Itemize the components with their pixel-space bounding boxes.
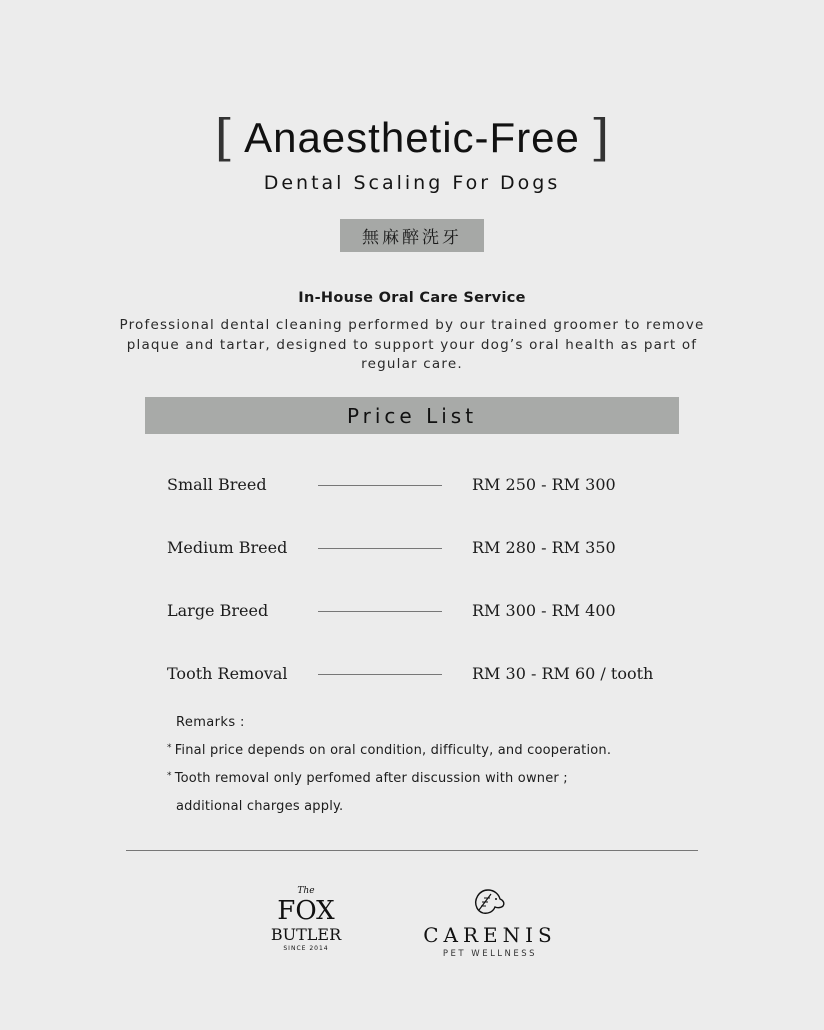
bracket-left: [ <box>214 109 235 167</box>
bullet-star: * <box>167 743 172 753</box>
price-row-tooth-removal <box>167 662 687 686</box>
fox-logo-line1: FOX <box>277 896 335 926</box>
remark-item <box>167 742 611 760</box>
price-item-name: Tooth Removal <box>167 664 288 683</box>
remark-text: additional charges apply. <box>176 799 344 814</box>
carenis-logo <box>418 886 562 960</box>
page-subtitle: Dental Scaling For Dogs <box>263 172 561 194</box>
price-row-large-breed <box>167 599 687 623</box>
leader-line <box>318 611 442 612</box>
remark-text: Final price depends on oral condition, difficulty, and cooperation. <box>174 743 612 758</box>
fox-logo-the: The <box>297 886 315 896</box>
price-item-name: Medium Breed <box>167 538 288 557</box>
main-title-row <box>0 108 824 168</box>
price-item-name: Small Breed <box>167 475 267 494</box>
carenis-tagline: PET WELLNESS <box>442 949 538 959</box>
remark-text: Tooth removal only perfomed after discussion with owner ; <box>174 771 568 786</box>
dog-leaf-icon <box>469 886 511 918</box>
fox-butler-logo <box>262 886 350 953</box>
price-item-value: RM 280 - RM 350 <box>472 538 616 557</box>
price-item-name: Large Breed <box>167 601 269 620</box>
leader-line <box>318 674 442 675</box>
price-item-value: RM 300 - RM 400 <box>472 601 616 620</box>
service-title: In-House Oral Care Service <box>298 290 526 306</box>
fox-logo-line2: BUTLER <box>270 925 342 944</box>
leader-line <box>318 548 442 549</box>
service-description: Professional dental cleaning performed by our trained groomer to remove plaque and tartar, designed to support your dog’s oral health as part of regular care. <box>119 317 705 372</box>
page-title: Anaesthetic-Free <box>244 114 580 161</box>
footer-divider <box>126 850 698 851</box>
remarks-label: Remarks : <box>176 715 245 730</box>
remark-item <box>167 770 568 788</box>
price-item-value: RM 250 - RM 300 <box>472 475 616 494</box>
carenis-name: CARENIS <box>423 923 557 947</box>
price-list-header: Price List <box>145 397 679 434</box>
bracket-right: ] <box>589 109 610 167</box>
chinese-title-badge: 無麻醉洗牙 <box>340 219 484 252</box>
remark-item-continued <box>176 798 343 816</box>
leader-line <box>318 485 442 486</box>
price-item-value: RM 30 - RM 60 / tooth <box>472 664 654 683</box>
price-row-small-breed <box>167 473 687 497</box>
price-row-medium-breed <box>167 536 687 560</box>
bullet-star: * <box>167 771 172 781</box>
fox-logo-since: SINCE 2014 <box>283 945 329 952</box>
